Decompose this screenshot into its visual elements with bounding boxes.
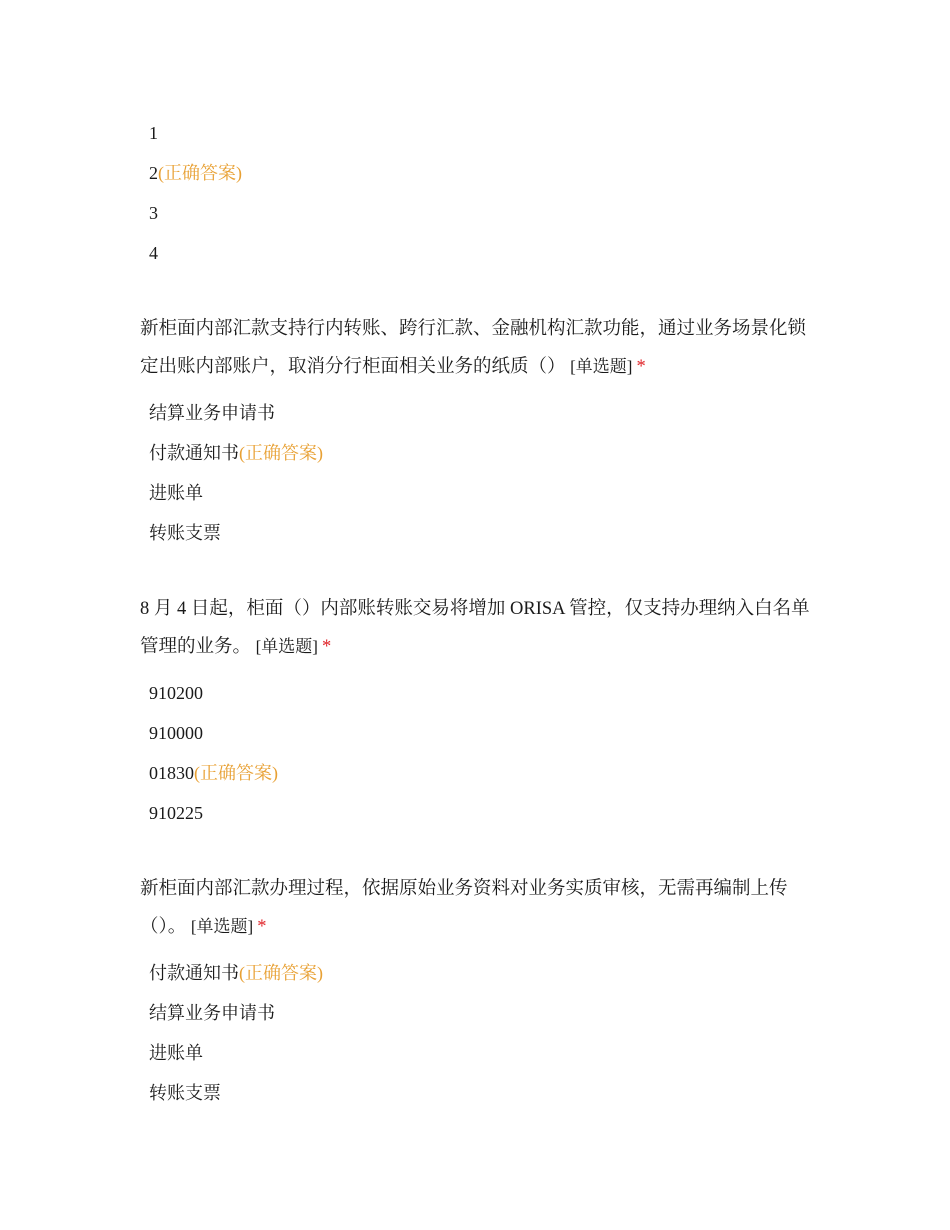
option-text: 3 <box>149 203 158 223</box>
option-text: 4 <box>149 243 158 263</box>
option <box>149 953 323 993</box>
option <box>149 473 323 513</box>
option <box>149 393 323 433</box>
option <box>149 113 242 153</box>
option-text: 1 <box>149 123 158 143</box>
option-text: 付款通知书 <box>149 963 239 983</box>
option <box>149 993 323 1033</box>
option <box>149 433 323 473</box>
question-text <box>140 870 820 946</box>
required-marker: * <box>321 637 332 657</box>
option <box>149 153 242 193</box>
option-text: 转账支票 <box>149 1083 221 1103</box>
required-marker: * <box>636 357 646 377</box>
option-text: 910000 <box>149 723 203 743</box>
option-text: 结算业务申请书 <box>149 1003 275 1023</box>
correct-answer-marker: (正确答案) <box>239 963 323 983</box>
question-type-label: [单选题] <box>255 637 318 656</box>
option-list <box>149 953 323 1113</box>
option-list <box>149 673 278 833</box>
option-text: 910200 <box>149 683 203 703</box>
option <box>149 753 278 793</box>
option <box>149 513 323 553</box>
option <box>149 1073 323 1113</box>
question-type-label: [单选题] <box>190 917 254 936</box>
option-list <box>149 113 242 273</box>
option-text: 付款通知书 <box>149 443 239 463</box>
question-text <box>140 590 820 666</box>
option <box>149 713 278 753</box>
option-text: 转账支票 <box>149 523 221 543</box>
option-text: 910225 <box>149 803 203 823</box>
option-text: 2 <box>149 163 158 183</box>
option-text: 进账单 <box>149 1043 203 1063</box>
question-stem: 新柜面内部汇款支持行内转账、跨行汇款、金融机构汇款功能，通过业务场景化锁定出账内部账户，取消分行柜面相关业务的纸质（） <box>140 319 807 377</box>
option <box>149 793 278 833</box>
question-text <box>140 310 820 386</box>
question-stem: 新柜面内部汇款办理过程，依据原始业务资料对业务实质审核，无需再编制上传（）。 <box>140 879 788 937</box>
question-stem: 8 月 4 日起，柜面（）内部账转账交易将增加 ORISA 管控，仅支持办理纳入白名单管理的业务。 <box>140 599 810 657</box>
question-type-label: [单选题] <box>570 357 633 376</box>
correct-answer-marker: (正确答案) <box>239 443 323 463</box>
correct-answer-marker: (正确答案) <box>194 763 278 783</box>
option <box>149 673 278 713</box>
option-text: 01830 <box>149 763 194 783</box>
option <box>149 193 242 233</box>
option-text: 结算业务申请书 <box>149 403 275 423</box>
option <box>149 233 242 273</box>
option-list <box>149 393 323 553</box>
option <box>149 1033 323 1073</box>
option-text: 进账单 <box>149 483 203 503</box>
required-marker: * <box>257 917 267 937</box>
correct-answer-marker: (正确答案) <box>158 163 242 183</box>
